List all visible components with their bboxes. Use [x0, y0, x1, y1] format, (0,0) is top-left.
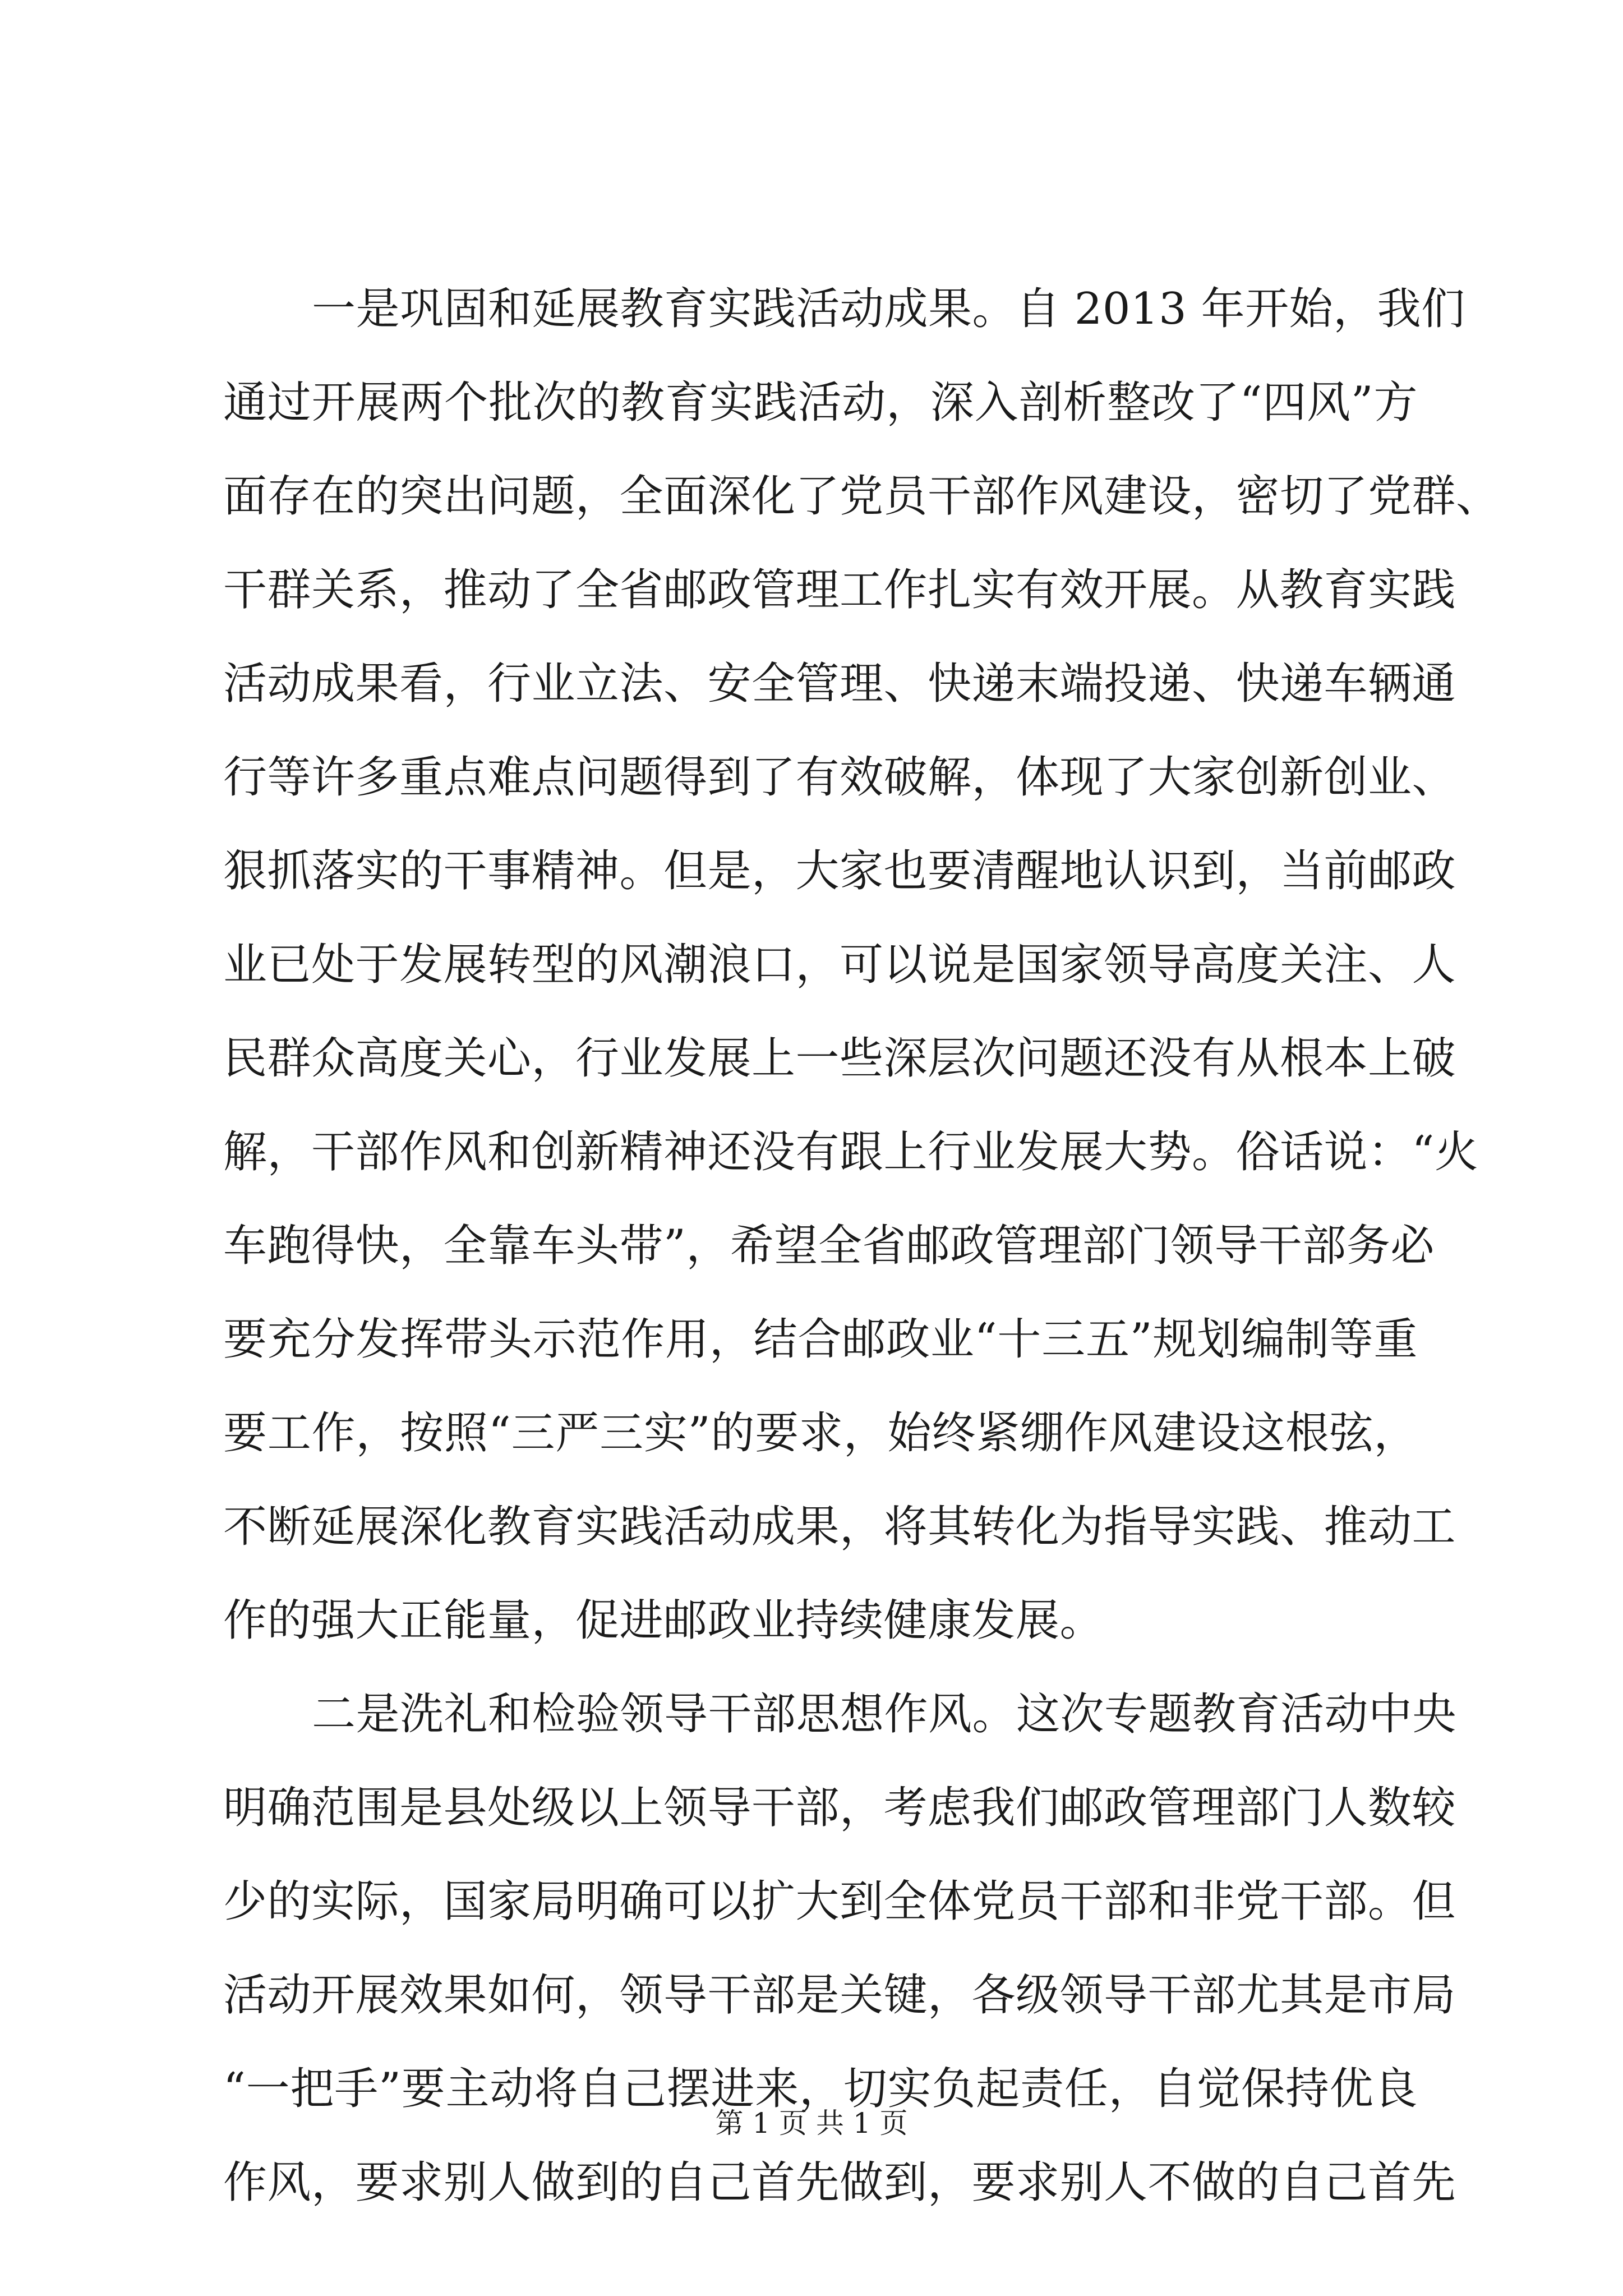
paragraph-1-line-2: 通过开展两个批次的教育实践活动，深入剖析整改了“四风”方	[223, 378, 1418, 428]
paragraph-1-line-4: 干群关系，推动了全省邮政管理工作扎实有效开展。从教育实践	[223, 565, 1456, 615]
paragraph-2-line-1: 二是洗礼和检验领导干部思想作风。这次专题教育活动中央	[312, 1689, 1457, 1740]
page-number-footer: 第 1 页 共 1 页	[715, 2107, 908, 2139]
paragraph-2-line-6: 作风，要求别人做到的自己首先做到，要求别人不做的自己首先	[223, 2157, 1456, 2208]
paragraph-1-line-15: 作的强大正能量，促进邮政业持续健康发展。	[223, 1595, 1104, 1646]
paragraph-1-line-3: 面存在的突出问题，全面深化了党员干部作风建设，密切了党群、	[223, 471, 1500, 522]
paragraph-1-line-11: 车跑得快，全靠车头带”，希望全省邮政管理部门领导干部务必	[223, 1221, 1435, 1271]
paragraph-1-line-7: 狠抓落实的干事精神。但是，大家也要清醒地认识到，当前邮政	[223, 846, 1456, 896]
paragraph-2-line-4: 活动开展效果如何，领导干部是关键，各级领导干部尤其是市局	[223, 1970, 1456, 2021]
paragraph-2-line-2: 明确范围是县处级以上领导干部，考虑我们邮政管理部门人数较	[223, 1783, 1456, 1833]
paragraph-2-line-3: 少的实际，国家局明确可以扩大到全体党员干部和非党干部。但	[223, 1876, 1456, 1927]
paragraph-1-line-14: 不断延展深化教育实践活动成果，将其转化为指导实践、推动工	[223, 1502, 1456, 1552]
paragraph-1-line-13: 要工作，按照“三严三实”的要求，始终紧绷作风建设这根弦，	[223, 1408, 1418, 1458]
paragraph-1-line-12: 要充分发挥带头示范作用，结合邮政业“十三五”规划编制等重	[223, 1314, 1418, 1365]
paragraph-1-line-1: 一是巩固和延展教育实践活动成果。自 2013 年开始，我们	[312, 284, 1465, 334]
paragraph-1-line-10: 解，干部作风和创新精神还没有跟上行业发展大势。俗话说：“火	[223, 1127, 1479, 1177]
paragraph-1-line-9: 民群众高度关心，行业发展上一些深层次问题还没有从根本上破	[223, 1033, 1456, 1084]
paragraph-1-line-6: 行等许多重点难点问题得到了有效破解，体现了大家创新创业、	[223, 752, 1456, 803]
paragraph-1-line-8: 业已处于发展转型的风潮浪口，可以说是国家领导高度关注、人	[223, 940, 1456, 990]
document-body	[223, 263, 1500, 2230]
paragraph-2-line-5: “一把手”要主动将自己摆进来，切实负起责任，自觉保持优良	[223, 2064, 1418, 2114]
paragraph-1-line-5: 活动成果看，行业立法、安全管理、快递末端投递、快递车辆通	[223, 659, 1456, 709]
